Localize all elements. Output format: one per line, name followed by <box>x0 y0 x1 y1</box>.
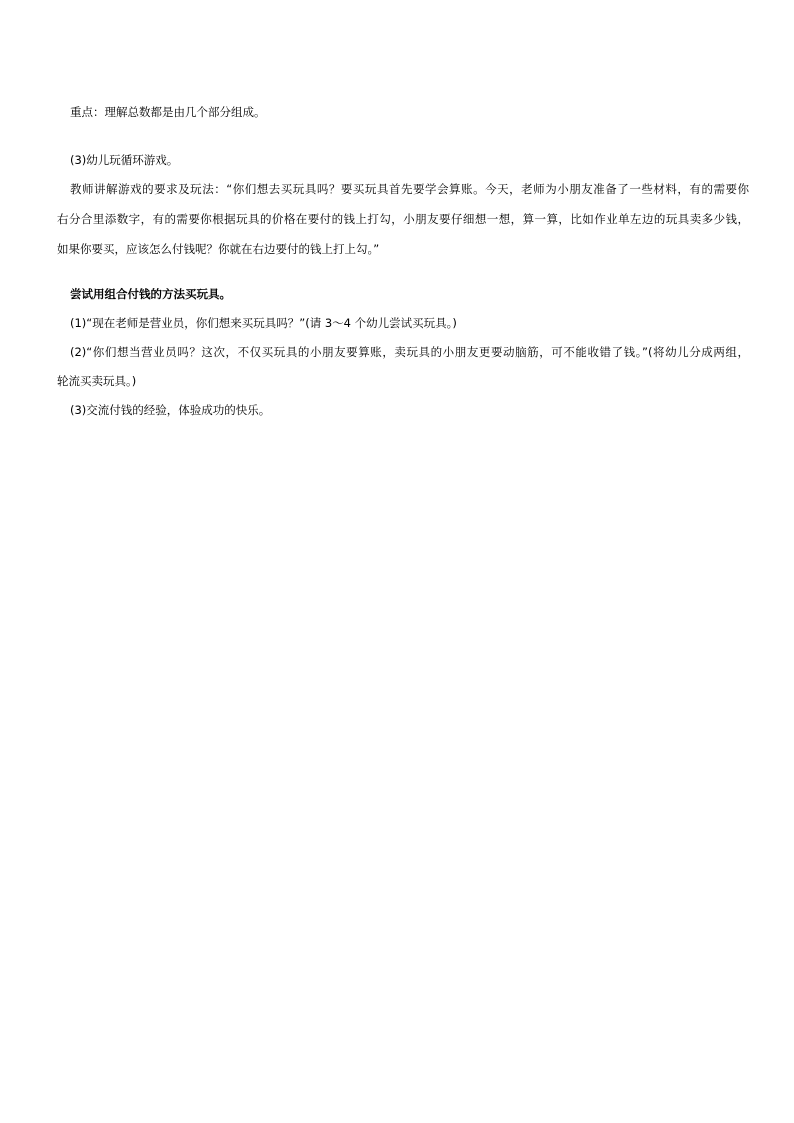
teacher-explain-line-3: 如果你要买，应该怎么付钱呢？你就在右边要付的钱上打上勾。” <box>57 242 380 256</box>
item-2-line-1: (2)“你们想当营业员吗？这次，不仅买玩具的小朋友要算账，卖玩具的小朋友更要动脑筋，可不能收错了钱。”(将幼儿分成两组， <box>70 345 749 359</box>
item-2-line-2: 轮流买卖玩具。) <box>57 374 137 388</box>
teacher-explain-line-1: 教师讲解游戏的要求及玩法：“你们想去买玩具吗？要买玩具首先要学会算账。今天，老师为小朋友准备了一些材料，有的需要你 <box>70 182 749 196</box>
item-1-text: (1)“现在老师是营业员，你们想来买玩具吗？”(请 3～4 个幼儿尝试买玩具。) <box>70 316 457 330</box>
section-title: 尝试用组合付钱的方法买玩具。 <box>70 287 231 301</box>
key-point-text: 重点：理解总数都是由几个部分组成。 <box>70 105 266 119</box>
item-3-text: (3)交流付钱的经验，体验成功的快乐。 <box>70 403 271 417</box>
step3-title: (3)幼儿玩循环游戏。 <box>70 153 179 167</box>
teacher-explain-line-2: 右分合里添数字，有的需要你根据玩具的价格在要付的钱上打勾，小朋友要仔细想一想，算一算，比如作业单左边的玩具卖多少钱， <box>57 212 749 226</box>
